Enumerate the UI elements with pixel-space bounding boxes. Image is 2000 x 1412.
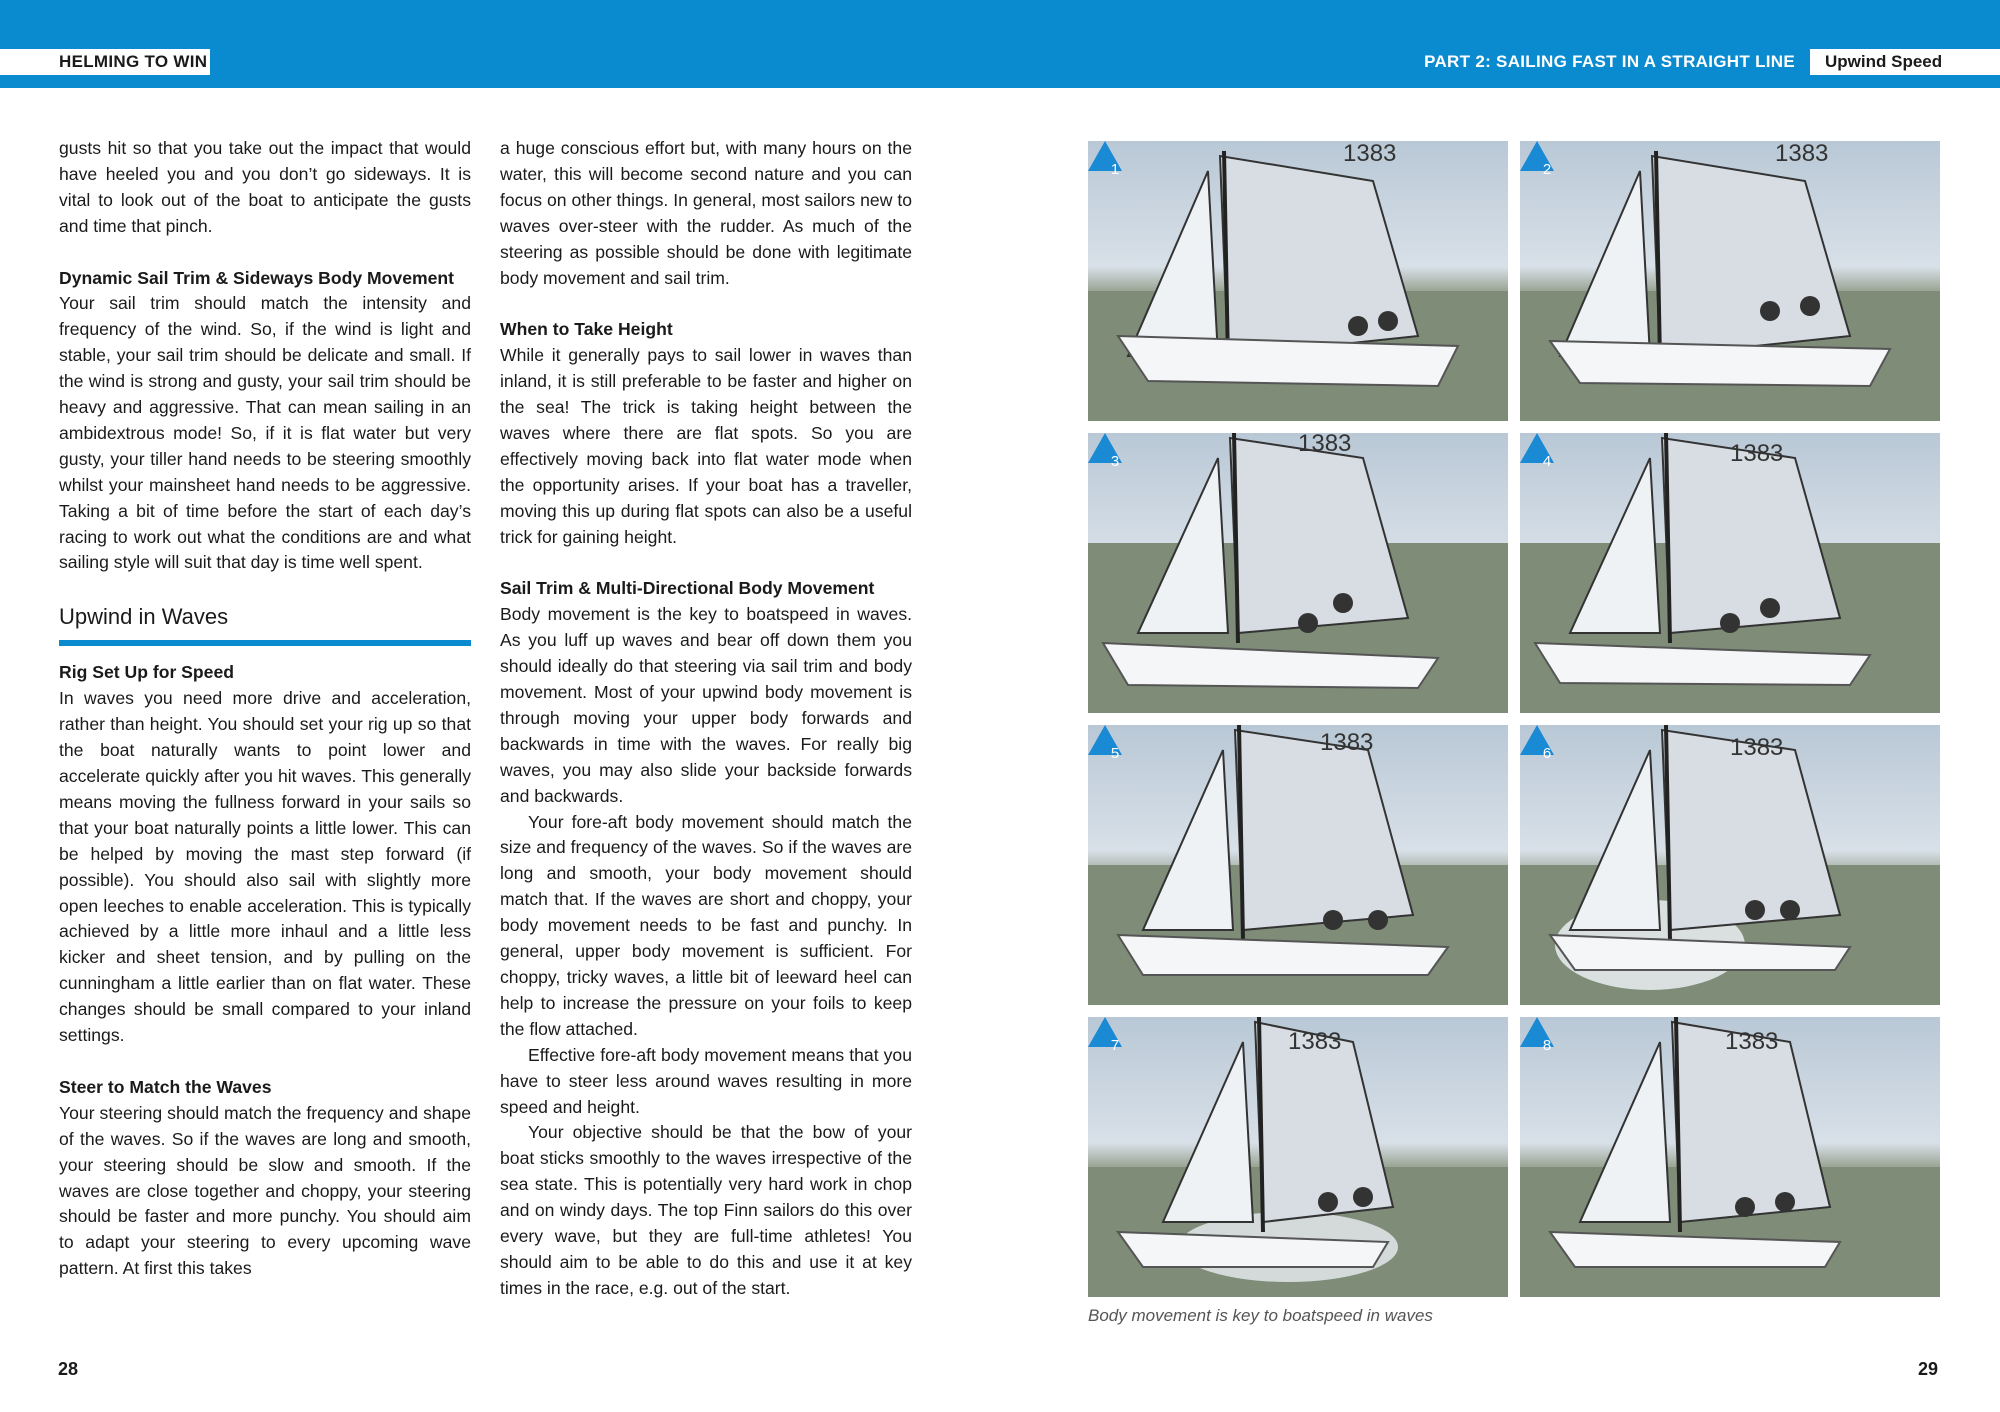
step-number: 1: [1110, 161, 1120, 178]
step-number: 6: [1542, 745, 1552, 762]
step-number: 8: [1542, 1037, 1552, 1054]
paragraph: In waves you need more drive and acceleration, rather than height. You should set your rig up so that the boat naturally wants to point lower and accelerate quickly after you hit waves. This generally means moving the fullness forward in your sails so that your boat naturally points a little lower. This can be helped by moving the mast step forward (if possible). You should also sail with slightly more open leeches to enable acceleration. This is typically achieved by a little more inhaul and a little less kicker and sheet tension, and by pulling on the cunningham a little earlier than on flat water. These changes should be small compared to your inland settings.: [59, 688, 471, 1046]
subheading: Dynamic Sail Trim & Sideways Body Movement: [59, 267, 455, 288]
sailing-photo: [1520, 141, 1940, 421]
paragraph: gusts hit so that you take out the impact that would have heeled you and you don’t go sideways. It is vital to look out of the boat to anticipate the gusts and time that pinch.: [59, 138, 471, 236]
section-rule: [59, 640, 471, 646]
subheading: Sail Trim & Multi-Directional Body Movement: [500, 578, 875, 599]
subheading: When to Take Height: [500, 319, 673, 340]
sailing-photo: [1088, 141, 1508, 421]
sailing-photo: [1520, 725, 1940, 1005]
running-head-left: HELMING TO WIN: [0, 49, 210, 75]
sailing-photo: [1088, 433, 1508, 713]
subheading: Steer to Match the Waves: [59, 1076, 272, 1097]
photo-sequence-grid: [1088, 141, 1940, 1299]
dinghy-illustration: [1520, 433, 1940, 713]
paragraph: Your sail trim should match the intensity and frequency of the wind. So, if the wind is light and stable, your sail trim should be delicate and small. If the wind is strong and gusty, your sail trim should be heavy and aggressive. That can mean sailing in an ambidextrous mode! So, if it is flat water but very gusty, your tiller hand needs to be steering smoothly whilst your mainsheet hand needs to be aggressive. Taking a bit of time before the start of each day’s racing to work out what the conditions are and what sailing style will suit that day is time well spent.: [59, 293, 471, 573]
sailing-photo: [1088, 1017, 1508, 1297]
step-number: 2: [1542, 161, 1552, 178]
sail-number: 1383: [1298, 433, 1352, 457]
running-head-section: Upwind Speed: [1810, 49, 2000, 75]
dinghy-illustration: [1520, 141, 1940, 421]
sailing-photo: [1088, 725, 1508, 1005]
photo-caption: Body movement is key to boatspeed in waves: [1088, 1306, 1433, 1325]
dinghy-illustration: [1088, 1017, 1508, 1297]
paragraph: a huge conscious effort but, with many hours on the water, this will become second nature and you can focus on other things. In general, most sailors new to waves over-steer with the rudder. As much of the steering as possible should be done with legitimate body movement and sail trim.: [500, 138, 912, 288]
section-title: Upwind in Waves: [59, 604, 229, 630]
paragraph: While it generally pays to sail lower in waves than inland, it is still preferable to be faster and higher on the sea! The trick is taking height between the waves where there are flat spots. So you are effectively moving back into flat water mode when the opportunity arises. If your boat has a traveller, moving this up during flat spots can also be a useful trick for gaining height.: [500, 345, 912, 547]
dinghy-illustration: [1088, 725, 1508, 1005]
sail-number: 1383: [1343, 141, 1397, 167]
paragraph: Your steering should match the frequency and shape of the waves. So if the waves are long and smooth, your steering should be slow and smooth. If the waves are close together and choppy, your steering should be faster and more punchy. You should aim to adapt your steering to every upcoming wave pattern. At first this takes: [59, 1102, 471, 1279]
dinghy-illustration: [1520, 725, 1940, 1005]
sail-number: 1383: [1730, 734, 1784, 761]
running-head-part: PART 2: SAILING FAST IN A STRAIGHT LINE: [1424, 52, 1795, 71]
middle-text-column: [500, 136, 912, 1302]
sail-number: 1383: [1320, 729, 1374, 756]
paragraph: Effective fore-aft body movement means that you have to steer less around waves resulting in more speed and height.: [500, 1044, 912, 1117]
sail-number: 1383: [1775, 141, 1829, 167]
step-number: 5: [1110, 745, 1120, 762]
page-number-right: 29: [1918, 1359, 1939, 1379]
subheading: Rig Set Up for Speed: [59, 662, 234, 683]
dinghy-illustration: [1088, 141, 1508, 421]
sailing-photo: [1520, 433, 1940, 713]
paragraph: Your objective should be that the bow of your boat sticks smoothly to the waves irrespective of the sea state. This is potentially very hard work in chop and on windy days. The top Finn sailors do this over every wave, but they are full-time athletes! You should aim to be able to do this and use it at key times in the race, e.g. out of the start.: [500, 1122, 912, 1298]
paragraph: Body movement is the key to boatspeed in waves. As you luff up waves and bear off down them you should ideally do that steering via sail trim and body movement. Most of your upwind body movement is through moving your upper body forwards and backwards in time with the waves. For really big waves, you may also slide your backside forwards and backwards.: [500, 604, 912, 806]
dinghy-illustration: [1520, 1017, 1940, 1297]
sailing-photo: [1520, 1017, 1940, 1297]
dinghy-illustration: [1088, 433, 1508, 713]
left-text-column: [59, 136, 471, 1282]
step-number: 4: [1542, 453, 1552, 470]
paragraph: Your fore-aft body movement should match the size and frequency of the waves. So if the waves are long and smooth, your body movement should match that. If the waves are short and choppy, your body movement needs to be fast and punchy. In general, upper body movement is sufficient. For choppy, tricky waves, a little bit of leeward heel can help to increase the pressure on your foils to keep the flow attached.: [500, 811, 912, 1039]
sail-number: 1383: [1730, 440, 1784, 467]
step-number: 3: [1110, 453, 1120, 470]
step-number: 7: [1110, 1037, 1120, 1054]
sail-number: 1383: [1288, 1028, 1342, 1055]
sail-number: 1383: [1725, 1028, 1779, 1055]
page-number-left: 28: [58, 1359, 79, 1379]
